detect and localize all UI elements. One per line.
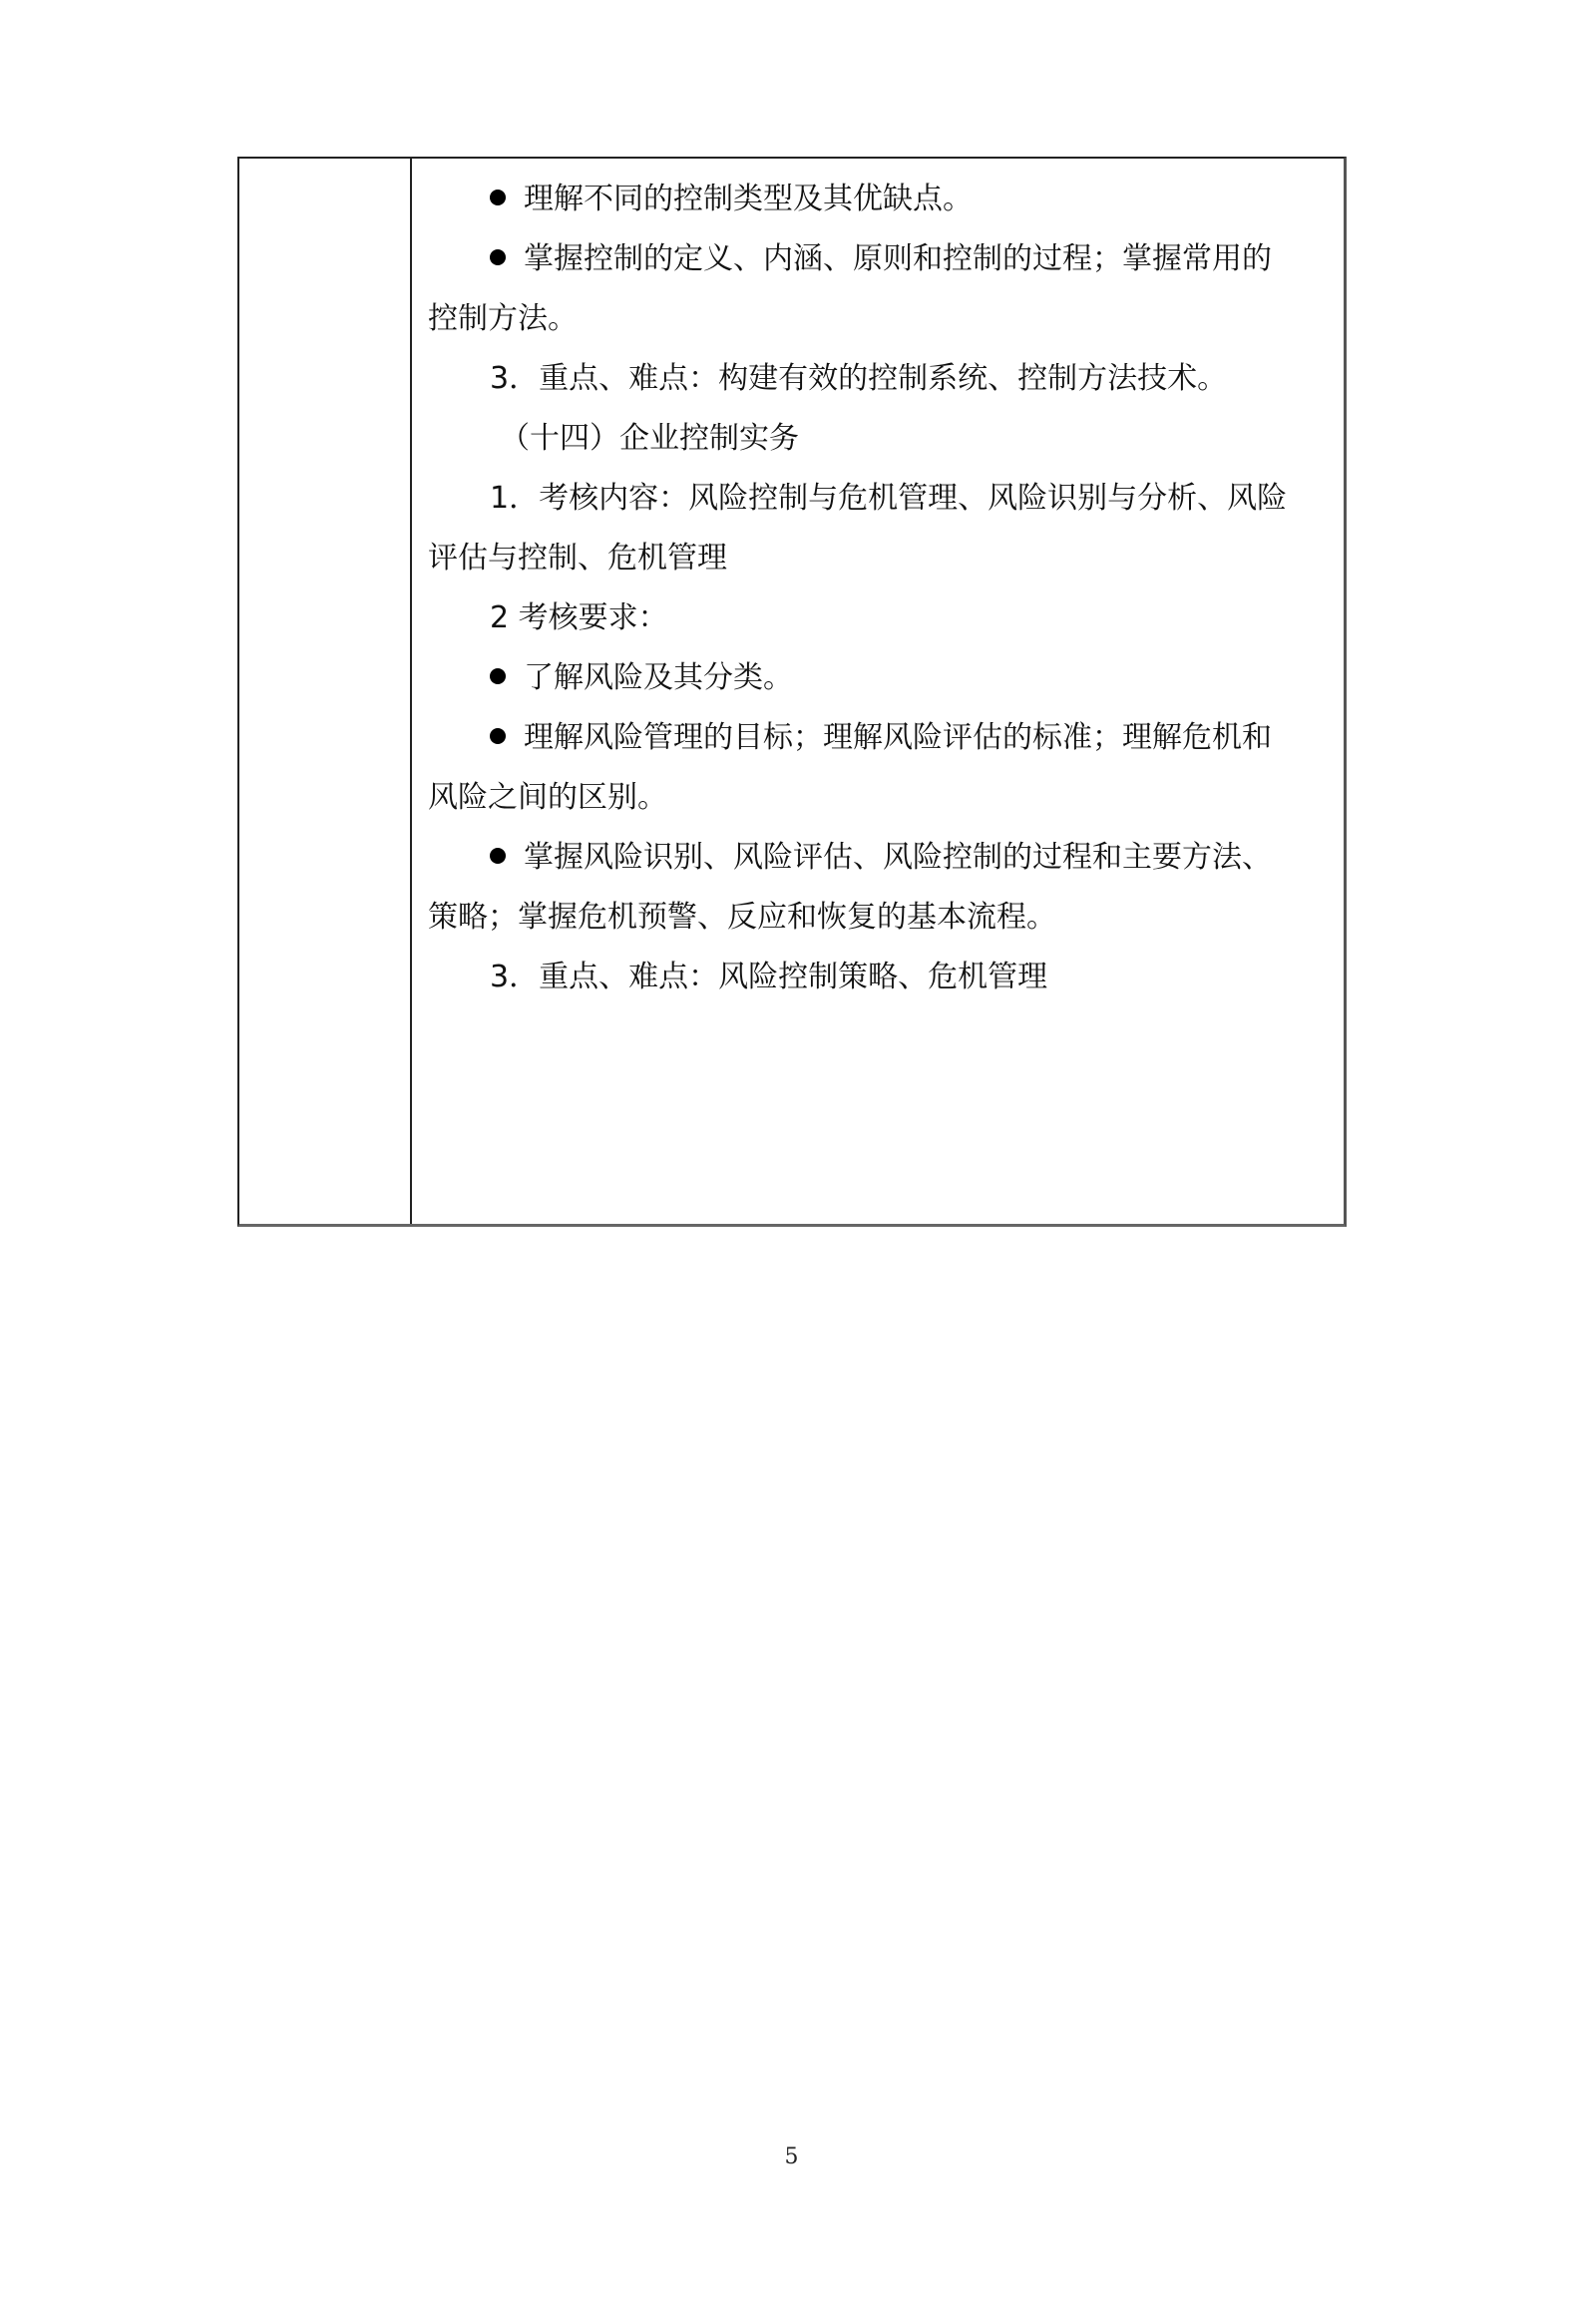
table-right-column <box>412 159 1344 1224</box>
bullet-icon <box>490 728 506 744</box>
continuation-line: 策略；掌握危机预警、反应和恢复的基本流程。 <box>428 900 1056 935</box>
bullet-item: 理解风险管理的目标；理解风险评估的标准；理解危机和 <box>428 708 1332 768</box>
bullet-item: 了解风险及其分类。 <box>428 648 1332 708</box>
continuation-line: 评估与控制、危机管理 <box>428 541 727 576</box>
bullet-item: 掌握控制的定义、内涵、原则和控制的过程；掌握常用的 <box>428 229 1332 289</box>
section-heading: （十四）企业控制实务 <box>500 421 799 456</box>
table-left-column <box>239 159 412 1224</box>
assessment-content: 1．考核内容：风险控制与危机管理、风险识别与分析、风险 <box>490 481 1288 516</box>
assessment-requirements: 2 考核要求： <box>490 600 668 635</box>
bullet-icon <box>490 249 506 265</box>
bullet-item: 理解不同的控制类型及其优缺点。 <box>428 170 1332 229</box>
continuation-line: 控制方法。 <box>428 301 578 336</box>
key-difficult-points: 3．重点、难点：构建有效的控制系统、控制方法技术。 <box>490 361 1228 396</box>
content-table <box>237 157 1347 1227</box>
bullet-icon <box>490 848 506 864</box>
bullet-icon <box>490 668 506 684</box>
bullet-icon <box>490 190 506 205</box>
page-number: 5 <box>784 2144 799 2169</box>
key-difficult-points: 3．重点、难点：风险控制策略、危机管理 <box>490 960 1048 994</box>
continuation-line: 风险之间的区别。 <box>428 780 667 815</box>
bullet-item: 掌握风险识别、风险评估、风险控制的过程和主要方法、 <box>428 828 1332 888</box>
